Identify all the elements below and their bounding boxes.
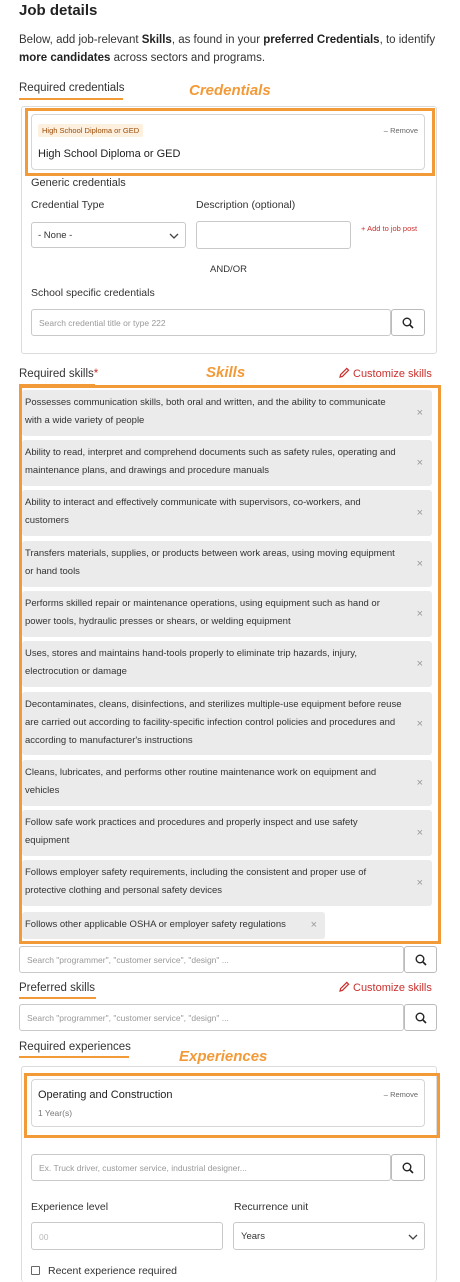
credential-title: High School Diploma or GED [38, 148, 181, 160]
preferred-skills-search-input[interactable] [19, 1004, 404, 1031]
experience-search-input[interactable] [31, 1154, 391, 1181]
remove-skill-icon[interactable]: × [416, 777, 423, 789]
search-icon [402, 317, 414, 329]
selected-experience-card [31, 1079, 425, 1127]
remove-skill-icon[interactable]: × [416, 718, 423, 730]
description-label: Description (optional) [196, 199, 296, 211]
remove-label: Remove [390, 126, 418, 135]
customize-label: Customize skills [353, 982, 432, 994]
intro-part: , as found in your [171, 34, 264, 46]
pencil-icon [339, 367, 350, 378]
experience-search-button[interactable] [391, 1154, 425, 1181]
credentials-underline [19, 98, 123, 100]
school-search-placeholder: Search credential title or type 222 [39, 318, 166, 328]
required-skills-label [19, 368, 98, 380]
recent-experience-label: Recent experience required [48, 1265, 177, 1277]
intro-more: more candidates [19, 52, 111, 64]
preferred-search-placeholder: Search "programmer", "customer service", "design" ... [27, 1013, 229, 1023]
remove-skill-icon[interactable]: × [310, 919, 317, 931]
remove-skill-icon[interactable]: × [416, 457, 423, 469]
remove-skill-icon[interactable]: × [416, 827, 423, 839]
description-input[interactable] [196, 221, 351, 249]
remove-label: Remove [390, 1090, 418, 1099]
experience-level-label: Experience level [31, 1201, 109, 1213]
credential-remove-button[interactable]: – Remove [383, 126, 418, 135]
page-title: Job details [19, 2, 98, 19]
remove-skill-icon[interactable]: × [416, 558, 423, 570]
school-credentials-label: School specific credentials [31, 287, 155, 299]
experience-remove-button[interactable]: – Remove [383, 1090, 418, 1099]
skill-chip [22, 912, 325, 939]
customize-label: Customize skills [353, 368, 432, 380]
andor-label: AND/OR [210, 264, 247, 275]
intro-part: across sectors and programs. [110, 52, 266, 64]
required-skills-text: Required skills [19, 368, 94, 380]
school-search-button[interactable] [391, 309, 425, 336]
skill-text: Possesses communication skills, both oral and written, and the ability to communicate with a wide variety of people [25, 397, 386, 426]
remove-skill-icon[interactable]: × [416, 507, 423, 519]
chevron-down-icon [169, 232, 179, 240]
preferred-skills-search-button[interactable] [404, 1004, 437, 1031]
required-skills-search-input[interactable] [19, 946, 404, 973]
search-icon [415, 1012, 427, 1024]
remove-skill-icon[interactable]: × [416, 658, 423, 670]
skills-annotation: Skills [206, 364, 246, 381]
skill-text: Ability to interact and effectively communicate with supervisors, co-workers, and customers [25, 497, 361, 526]
skill-text: Uses, stores and maintains hand-tools properly to eliminate trip hazards, injury, electrocution or damage [25, 648, 357, 677]
customize-required-skills-link[interactable] [339, 367, 432, 380]
skill-chip [22, 810, 432, 856]
skill-text: Follows other applicable OSHA or employer safety regulations [25, 919, 286, 930]
skill-chip [22, 860, 432, 906]
chevron-down-icon [408, 1233, 418, 1241]
skill-chip [22, 760, 432, 806]
skill-text: Performs skilled repair or maintenance operations, using equipment such as hand or power tools, hydraulic presses or shears, or welding equipment [25, 598, 380, 627]
recent-experience-checkbox[interactable] [31, 1266, 40, 1275]
skill-text: Follows employer safety requirements, including the consistent and proper use of protective clothing and personal safety devices [25, 867, 367, 896]
skill-text: Decontaminates, cleans, disinfections, and sterilizes multiple-use equipment before reuse are carried out according to facility-specific infection control policies and procedures and according to manufacturer's instructions [25, 699, 402, 746]
credential-type-label: Credential Type [31, 199, 105, 211]
recurrence-unit-label: Recurrence unit [234, 1201, 309, 1213]
add-to-job-post-button[interactable]: + Add to job post [361, 224, 418, 233]
preferred-skills-label: Preferred skills [19, 982, 96, 994]
remove-skill-icon[interactable]: × [416, 877, 423, 889]
intro-pref: preferred Credentials [263, 34, 380, 46]
experience-duration: 1 Year(s) [38, 1108, 73, 1118]
selected-credential-card [31, 114, 425, 170]
skill-chip [22, 490, 432, 536]
credential-type-value: - None - [38, 230, 73, 241]
intro-part: Below, add job-relevant [19, 34, 142, 46]
skill-text: Cleans, lubricates, and performs other routine maintenance work on equipment and vehicles [25, 767, 377, 796]
remove-skill-icon[interactable]: × [416, 608, 423, 620]
experience-search-placeholder: Ex. Truck driver, customer service, industrial designer... [39, 1163, 247, 1173]
experiences-annotation: Experiences [179, 1048, 268, 1065]
recurrence-unit-select[interactable] [233, 1222, 425, 1250]
customize-preferred-skills-link[interactable] [339, 981, 432, 994]
required-experiences-label: Required experiences [19, 1041, 131, 1053]
skill-chip [22, 390, 432, 436]
search-icon [415, 954, 427, 966]
intro-part: , to identify [379, 34, 436, 46]
school-credential-search-input[interactable] [31, 309, 391, 336]
skill-text: Transfers materials, supplies, or products between work areas, using moving equipment or hand tools [25, 548, 395, 577]
intro-skills: Skills [141, 34, 172, 46]
required-skills-search-button[interactable] [404, 946, 437, 973]
search-icon [402, 1162, 414, 1174]
pencil-icon [339, 981, 350, 992]
skill-text: Ability to read, interpret and comprehend documents such as safety rules, operating and maintenance plans, and drawings and procedure manuals [25, 447, 396, 476]
skill-text: Follow safe work practices and procedures and properly inspect and use safety equipment [25, 817, 358, 846]
credentials-annotation: Credentials [189, 82, 271, 99]
required-credentials-label: Required credentials [19, 82, 125, 94]
skill-chip [22, 591, 432, 637]
skill-chip [22, 641, 432, 687]
remove-skill-icon[interactable]: × [416, 407, 423, 419]
experience-title: Operating and Construction [38, 1089, 173, 1101]
skill-chip [22, 541, 432, 587]
intro-text [19, 31, 439, 67]
required-asterisk: * [93, 368, 99, 380]
preferred-underline [19, 997, 96, 999]
credential-tag: High School Diploma or GED [38, 124, 143, 137]
generic-credentials-label: Generic credentials [31, 177, 126, 189]
credential-type-select[interactable] [31, 222, 186, 248]
experiences-underline [19, 1056, 129, 1058]
experience-level-placeholder: 00 [39, 1232, 49, 1242]
add-label: Add to job post [367, 224, 418, 233]
skill-chip [22, 692, 432, 755]
recurrence-unit-value: Years [241, 1231, 265, 1242]
skill-chip [22, 440, 432, 486]
skills-search-placeholder: Search "programmer", "customer service", "design" ... [27, 955, 229, 965]
experience-level-input[interactable] [31, 1222, 223, 1250]
